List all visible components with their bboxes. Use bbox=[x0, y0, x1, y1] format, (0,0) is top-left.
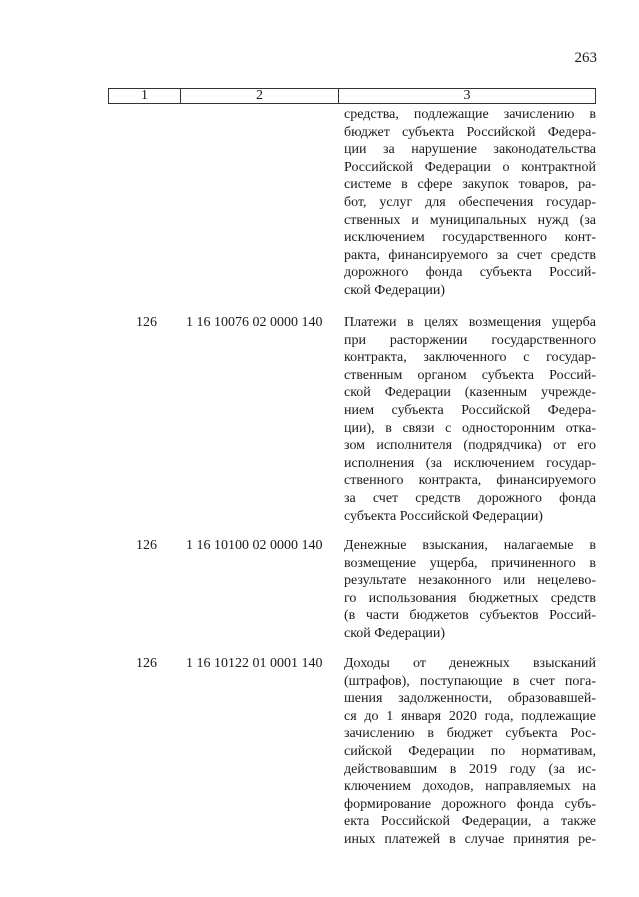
row-description bbox=[344, 655, 596, 849]
description-line: ственного контракта, финансируемого bbox=[344, 473, 596, 489]
description-line: ся до 1 января 2020 года, подлежащие bbox=[344, 708, 596, 724]
description-line: бюджет субъекта Российской Федера- bbox=[344, 124, 596, 140]
description-line: действовавшим в 2019 году (за ис- bbox=[344, 761, 596, 777]
description-line: системе в сфере закупок товаров, ра- bbox=[344, 177, 596, 193]
table-header bbox=[108, 88, 596, 104]
description-line: при расторжении государственного bbox=[344, 332, 596, 348]
description-line: ракта, финансируемого за счет средств bbox=[344, 247, 596, 263]
description-line: зом исполнителя (подрядчика) от его bbox=[344, 438, 596, 454]
description-line: екта Российской Федерации, а также bbox=[344, 814, 596, 830]
description-line: ской Федерации) bbox=[344, 282, 446, 298]
description-line: иных платежей в случае принятия ре- bbox=[344, 831, 596, 847]
description-line: ции), в связи с односторонним отка- bbox=[344, 420, 596, 436]
description-line: Платежи в целях возмещения ущерба bbox=[344, 315, 596, 330]
description-line: за счет средств дорожного фонда bbox=[344, 490, 596, 506]
description-line: ции за нарушение законодательства bbox=[344, 142, 596, 158]
row-kbk: 1 16 10076 02 0000 140 bbox=[186, 315, 323, 330]
row-code: 126 bbox=[136, 538, 157, 553]
row-kbk: 1 16 10100 02 0000 140 bbox=[186, 538, 323, 553]
row-description bbox=[344, 314, 596, 525]
description-line: формирование дорожного фонда субъ- bbox=[344, 796, 596, 812]
row-description bbox=[344, 106, 596, 300]
description-line: сийской Федерации по нормативам, bbox=[344, 743, 596, 759]
description-line: ственным органом субъекта Россий- bbox=[344, 367, 596, 383]
description-line: Российской Федерации о контрактной bbox=[344, 159, 596, 175]
description-line: шения задолженности, образовавшей- bbox=[344, 691, 596, 707]
header-col-2: 2 bbox=[181, 89, 339, 103]
page-number: 263 bbox=[574, 50, 597, 66]
description-line: ственных и муниципальных нужд (за bbox=[344, 212, 596, 228]
description-line: зачислению в бюджет субъекта Рос- bbox=[344, 726, 596, 742]
header-col-1: 1 bbox=[109, 89, 181, 103]
description-line: ключением доходов, направляемых на bbox=[344, 779, 596, 795]
description-line: субъекта Российской Федерации) bbox=[344, 508, 543, 524]
description-line: нием субъекта Российской Федера- bbox=[344, 402, 596, 418]
description-line: средства, подлежащие зачислению в bbox=[344, 107, 596, 122]
row-code: 126 bbox=[136, 315, 157, 330]
description-line: результате незаконного или нецелево- bbox=[344, 573, 596, 589]
description-line: ской Федерации) bbox=[344, 625, 446, 641]
description-line: (в части бюджетов субъектов Россий- bbox=[344, 608, 596, 624]
description-line: ской Федерации (казенным учрежде- bbox=[344, 385, 596, 401]
description-line: (штрафов), поступающие в счет пога- bbox=[344, 673, 596, 689]
description-line: возмещение ущерба, причиненного в bbox=[344, 555, 596, 571]
row-code: 126 bbox=[136, 656, 157, 671]
description-line: Денежные взыскания, налагаемые в bbox=[344, 538, 596, 553]
description-line: го использования бюджетных средств bbox=[344, 590, 596, 606]
row-kbk: 1 16 10122 01 0001 140 bbox=[186, 656, 323, 671]
description-line: бот, услуг для обеспечения государ- bbox=[344, 194, 596, 210]
description-line: Доходы от денежных взысканий bbox=[344, 656, 596, 671]
row-description bbox=[344, 537, 596, 643]
description-line: дорожного фонда субъекта Россий- bbox=[344, 265, 596, 281]
description-line: исполнения (за исключением государ- bbox=[344, 455, 596, 471]
header-col-3: 3 bbox=[463, 88, 471, 103]
description-line: исключением государственного конт- bbox=[344, 230, 596, 246]
description-line: контракта, заключенного с государ- bbox=[344, 350, 596, 366]
